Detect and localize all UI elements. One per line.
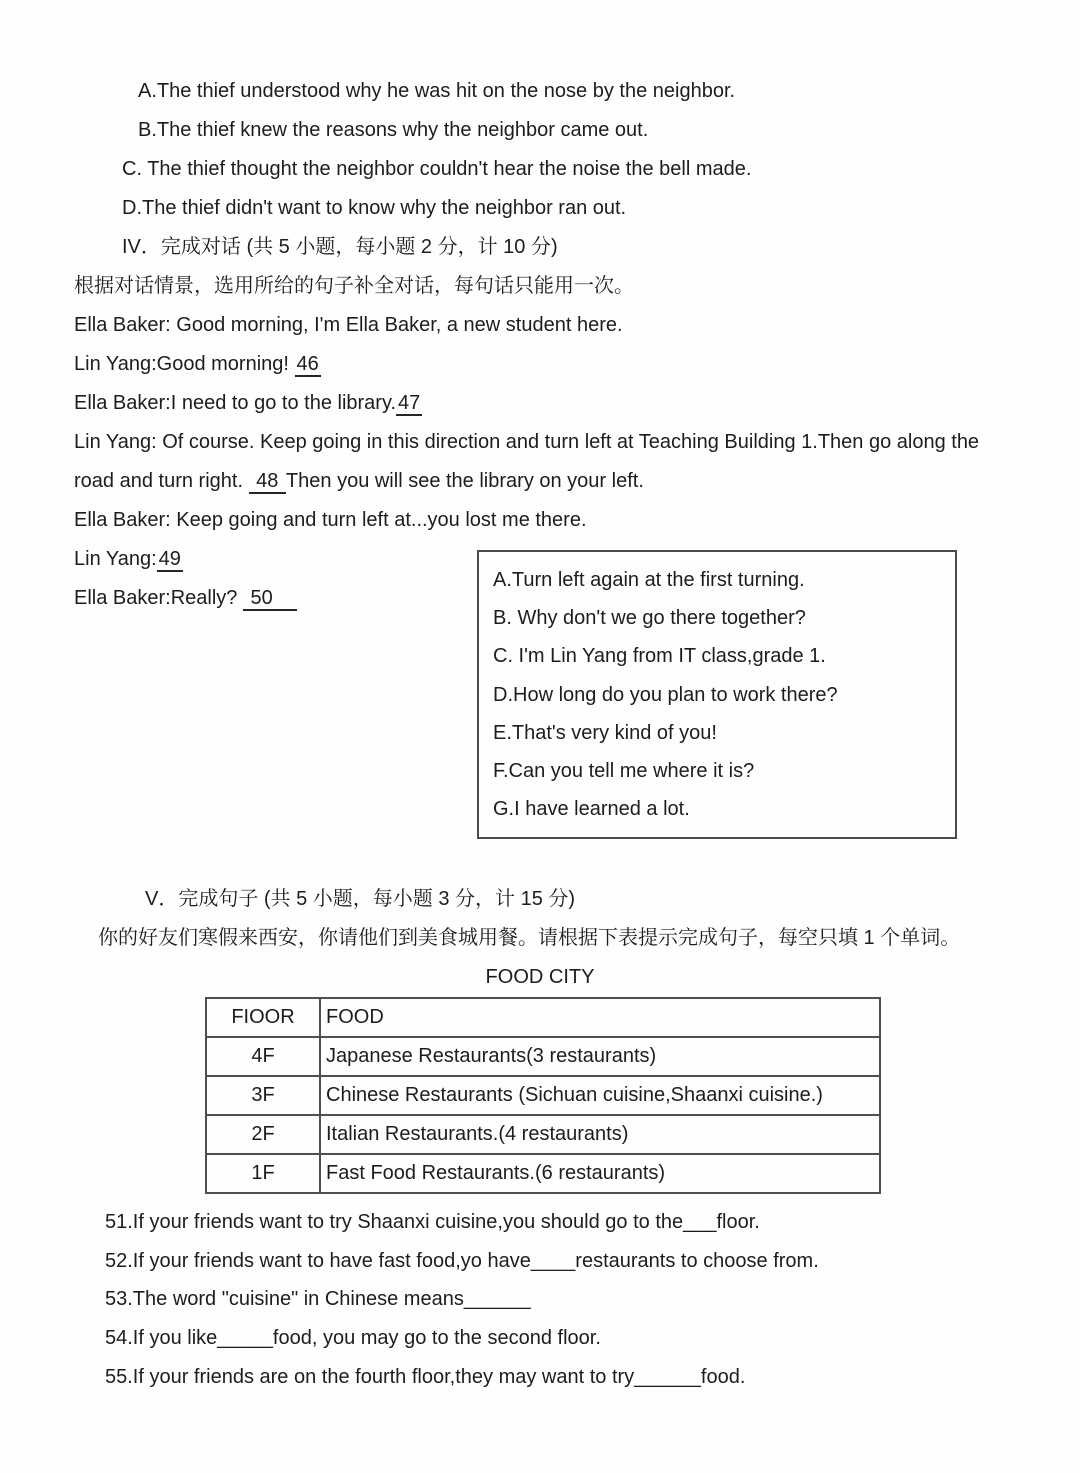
floor-cell: 3F (206, 1076, 320, 1115)
food-cell: Italian Restaurants.(4 restaurants) (320, 1115, 880, 1154)
reading-options (0, 72, 1080, 228)
dialogue-text: Ella Baker:I need to go to the library. (74, 392, 397, 414)
table-row-2f (206, 1115, 880, 1154)
food-city-title: FOOD CITY (485, 966, 595, 988)
completion-questions (0, 1203, 1080, 1397)
question-51: 51.If your friends want to try Shaanxi cuisine,you should go to the___floor. (105, 1211, 760, 1233)
dialogue-line-5 (74, 501, 1022, 540)
question-54: 54.If you like_____food, you may go to the second floor. (105, 1327, 601, 1350)
table-header-floor: FIOOR (206, 998, 320, 1037)
blank-46: 46 (296, 353, 319, 375)
box-option-f: F.Can you tell me where it is? (493, 760, 755, 783)
section5-heading: V．完成句子 (共 5 小题，每小题 3 分，计 15 分) (145, 888, 576, 910)
dialogue-options-box (477, 550, 957, 839)
table-row-1f (206, 1154, 880, 1193)
section4-heading: IV．完成对话 (共 5 小题，每小题 2 分，计 10 分) (122, 236, 558, 258)
food-cell: Chinese Restaurants (Sichuan cuisine,Shaanxi cuisine.) (320, 1076, 880, 1115)
box-option-g: G.I have learned a lot. (493, 798, 690, 821)
dialogue-text: Lin Yang: Of course. Keep going in this direction and turn left at Teaching Building 1.Then go along the road and turn right. (74, 431, 985, 492)
dialogue-text: Lin Yang:Good morning! (74, 353, 295, 375)
floor-cell: 2F (206, 1115, 320, 1154)
dialogue-text: Ella Baker: Keep going and turn left at...you lost me there. (74, 509, 587, 531)
dialogue-text: Ella Baker:Really? (74, 587, 243, 609)
dialogue-text: Lin Yang: (74, 548, 157, 570)
table-header-row (206, 998, 880, 1037)
question-55: 55.If your friends are on the fourth floor,they may want to try______food. (105, 1365, 746, 1388)
reading-option-a: A.The thief understood why he was hit on the nose by the neighbor. (138, 80, 736, 102)
blank-47: 47 (398, 392, 421, 414)
box-option-b: B. Why don't we go there together? (493, 607, 806, 630)
floor-cell: 1F (206, 1154, 320, 1193)
blank-50: 50 (244, 587, 295, 609)
food-city-table (205, 997, 881, 1194)
dialogue-text: Then you will see the library on your left. (285, 470, 644, 492)
box-option-d: D.How long do you plan to work there? (493, 683, 838, 706)
table-header-food: FOOD (320, 998, 880, 1037)
reading-option-c: C. The thief thought the neighbor couldn't hear the noise the bell made. (122, 158, 752, 180)
section5-instruction: 你的好友们寒假来西安，你请他们到美食城用餐。请根据下表提示完成句子，每空只填 1 个单词。 (98, 927, 961, 949)
food-cell: Japanese Restaurants(3 restaurants) (320, 1037, 880, 1076)
reading-option-b: B.The thief knew the reasons why the neighbor came out. (138, 119, 649, 141)
blank-48: 48 (250, 470, 284, 492)
dialogue-line-2 (74, 345, 1022, 384)
box-option-c: C. I'm Lin Yang from IT class,grade 1. (493, 645, 826, 668)
floor-cell: 4F (206, 1037, 320, 1076)
section4-instruction: 根据对话情景，选用所给的句子补全对话，每句话只能用一次。 (74, 275, 634, 297)
dialogue-line-4 (74, 423, 1022, 501)
dialogue-line-1 (74, 306, 1022, 345)
dialogue-text: Ella Baker: Good morning, I'm Ella Baker, a new student here. (74, 314, 623, 336)
table-row-4f (206, 1037, 880, 1076)
question-53: 53.The word "cuisine" in Chinese means______ (105, 1288, 531, 1311)
box-option-a: A.Turn left again at the first turning. (493, 569, 805, 591)
food-cell: Fast Food Restaurants.(6 restaurants) (320, 1154, 880, 1193)
reading-option-d: D.The thief didn't want to know why the neighbor ran out. (122, 197, 627, 219)
question-52: 52.If your friends want to have fast food,yo have____restaurants to choose from. (105, 1249, 819, 1272)
table-row-3f (206, 1076, 880, 1115)
blank-49: 49 (158, 548, 181, 570)
dialogue-line-3 (74, 384, 1022, 423)
box-option-e: E.That's very kind of you! (493, 721, 717, 744)
